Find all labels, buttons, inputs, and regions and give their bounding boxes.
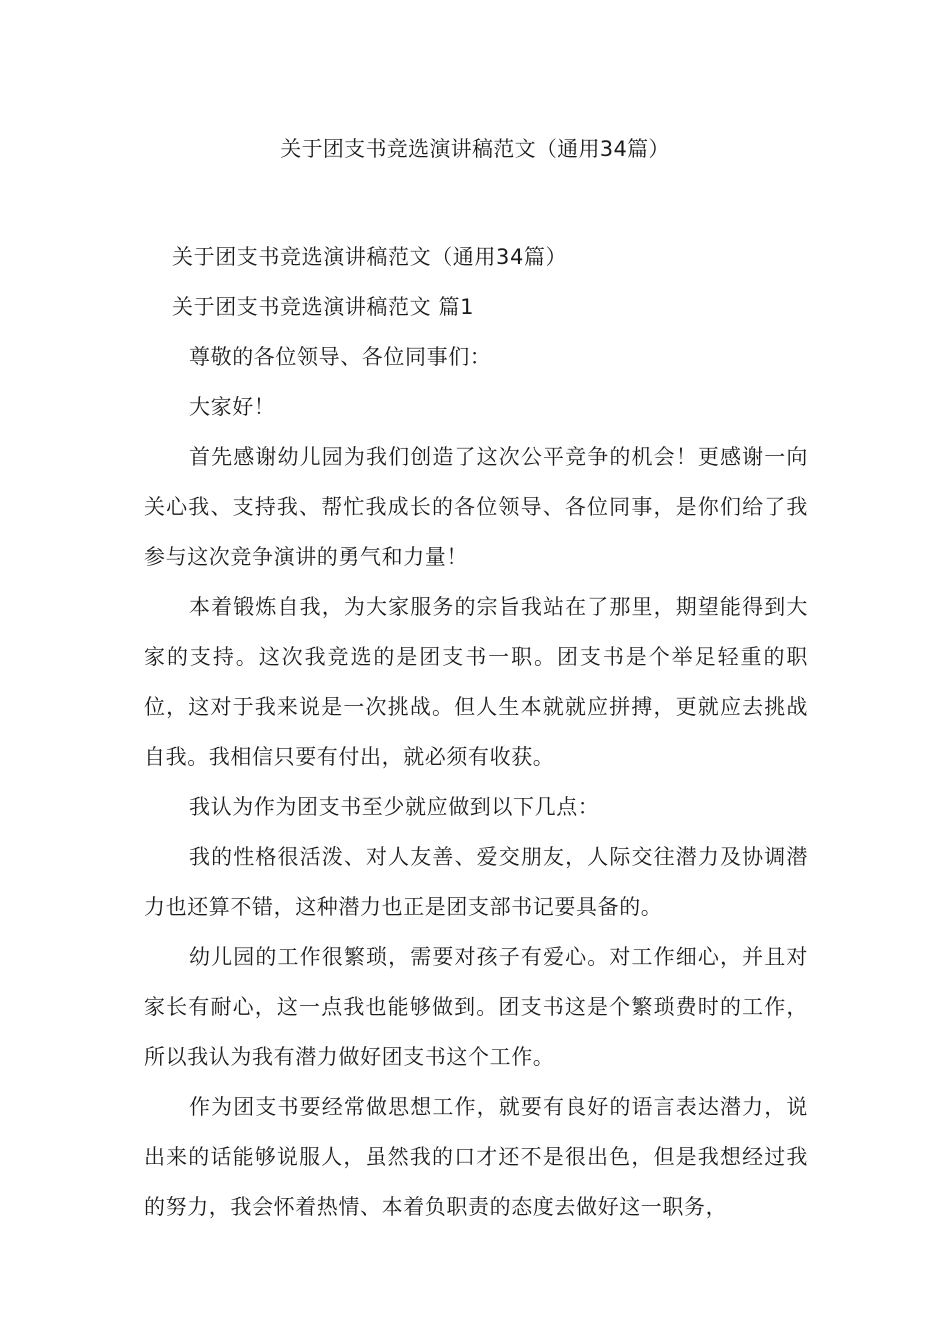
salutation: 尊敬的各位领导、各位同事们： [189, 345, 492, 369]
paragraph: 本着锻炼自我，为大家服务的宗旨我站在了那里，期望能得到大家的支持。这次我竞选的是团支书一职。团支书是个举足轻重的职位，这对于我来说是一次挑战。但人生本就就应拼搏，更就应去挑战自我。我相信只要有付出，就必须有收获。 [144, 595, 808, 769]
paragraph: 首先感谢幼儿园为我们创造了这次公平竞争的机会！更感谢一向关心我、支持我、帮忙我成长的各位领导、各位同事，是你们给了我参与这次竞争演讲的勇气和力量！ [144, 445, 808, 569]
document-body [144, 232, 808, 1232]
document-title: 关于团支书竞选演讲稿范文（通用34篇） [280, 137, 670, 161]
paragraph: 我认为作为团支书至少就应做到以下几点： [189, 795, 600, 819]
paragraph: 幼儿园的工作很繁琐，需要对孩子有爱心。对工作细心，并且对家长有耐心，这一点我也能够做到。团支书这是个繁琐费时的工作，所以我认为我有潜力做好团支书这个工作。 [144, 945, 808, 1069]
greeting: 大家好！ [189, 395, 276, 419]
section-heading: 关于团支书竞选演讲稿范文 篇1 [172, 295, 475, 319]
paragraph: 我的性格很活泼、对人友善、爱交朋友，人际交往潜力及协调潜力也还算不错，这种潜力也正是团支部书记要具备的。 [144, 845, 808, 919]
paragraph: 作为团支书要经常做思想工作，就要有良好的语言表达潜力，说出来的话能够说服人，虽然我的口才还不是很出色，但是我想经过我的努力，我会怀着热情、本着负职责的态度去做好这一职务， [144, 1095, 808, 1219]
document-subtitle: 关于团支书竞选演讲稿范文（通用34篇） [172, 245, 568, 269]
